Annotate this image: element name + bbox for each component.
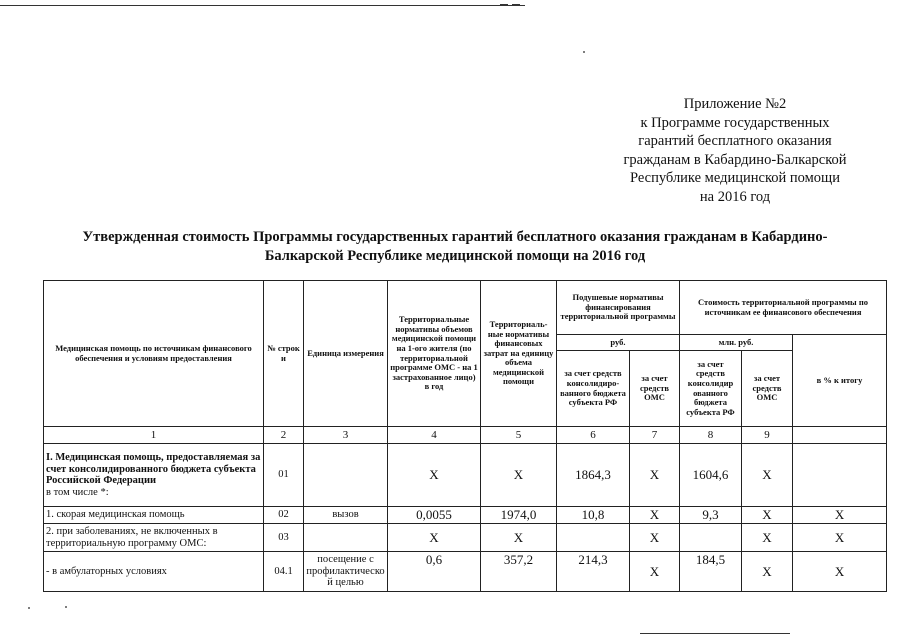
table-row	[44, 552, 887, 592]
appendix-line: к Программе государственных	[640, 114, 830, 131]
row-label: 1. скорая медицинская помощь	[44, 507, 264, 524]
header-row-number: № строк и	[264, 281, 304, 427]
column-number	[793, 427, 887, 444]
cell-value: Х	[388, 444, 481, 507]
cell-value: Х	[630, 444, 680, 507]
cell-value: 1864,3	[557, 444, 630, 507]
row-unit: вызов	[304, 507, 388, 524]
cell-value: 1974,0	[481, 507, 557, 524]
cell-value: 184,5	[680, 552, 742, 592]
row-label: 2. при заболеваниях, не включенных в территориальную программу ОМС:	[44, 524, 264, 552]
column-number: 6	[557, 427, 630, 444]
header-cost-norms: Территориаль-ные нормативы финансовых затрат на единицу объема медицинской помощи	[481, 281, 557, 427]
scan-speck	[65, 606, 67, 608]
table-row	[44, 444, 887, 507]
cell-value: Х	[793, 524, 887, 552]
header-percent: в % к итогу	[793, 335, 887, 427]
row-number: 03	[264, 524, 304, 552]
header-oms-rub: за счет средств ОМС	[630, 351, 680, 427]
header-unit: Единица измерения	[304, 281, 388, 427]
cell-value	[680, 524, 742, 552]
row-number: 04.1	[264, 552, 304, 592]
row-label-text: I. Медицинская помощь, предоставляемая за счет консолидированного бюджета субъекта Российской Федерации	[46, 452, 261, 486]
row-label: - в амбулаторных условиях	[44, 552, 264, 592]
cell-value: 0,0055	[388, 507, 481, 524]
header-mln-rub: млн. руб.	[680, 335, 793, 351]
column-number: 7	[630, 427, 680, 444]
appendix-line: гражданам в Кабардино-Балкарской	[623, 151, 847, 168]
scan-speck	[28, 607, 30, 609]
cell-value: Х	[630, 507, 680, 524]
title-line-1: Утвержденная стоимость Программы государственных гарантий бесплатного оказания гражданам в Кабардино-	[82, 229, 828, 245]
column-number: 1	[44, 427, 264, 444]
column-number: 4	[388, 427, 481, 444]
table-row	[44, 507, 887, 524]
appendix-note	[610, 95, 860, 206]
column-number: 5	[481, 427, 557, 444]
header-volume-norms: Территориальные нормативы объемов медицинской помощи на 1-ого жителя (по территориальной программе ОМС - на 1 застрахованное лицо) в год	[388, 281, 481, 427]
cell-value: 1604,6	[680, 444, 742, 507]
top-dash	[500, 4, 508, 5]
cell-value: 0,6	[388, 552, 481, 592]
header-program-cost: Стоимость территориальной программы по источникам ее финансового обеспечения	[680, 281, 887, 335]
column-number: 8	[680, 427, 742, 444]
cell-value: Х	[742, 507, 793, 524]
cell-value: Х	[742, 552, 793, 592]
header-rub: руб.	[557, 335, 680, 351]
title-line-2: Балкарской Республике медицинской помощи на 2016 год	[264, 248, 646, 264]
cell-value: 214,3	[557, 552, 630, 592]
table-row	[44, 524, 887, 552]
cell-value: 357,2	[481, 552, 557, 592]
cell-value	[793, 444, 887, 507]
cost-table	[43, 280, 887, 592]
row-label	[44, 444, 264, 507]
cell-value: Х	[742, 444, 793, 507]
appendix-line: Приложение №2	[683, 96, 787, 112]
cell-value: Х	[388, 524, 481, 552]
appendix-line: на 2016 год	[699, 188, 771, 205]
cell-value: Х	[481, 444, 557, 507]
header-row	[44, 281, 887, 335]
column-number: 3	[304, 427, 388, 444]
cell-value: Х	[742, 524, 793, 552]
row-unit	[304, 524, 388, 552]
column-number: 2	[264, 427, 304, 444]
top-dash	[512, 4, 520, 5]
cell-value	[557, 524, 630, 552]
header-oms-mln: за счет средств ОМС	[742, 351, 793, 427]
cell-value: 9,3	[680, 507, 742, 524]
appendix-line: гарантий бесплатного оказания	[638, 133, 832, 149]
cell-value: Х	[793, 552, 887, 592]
header-budget-mln: за счет средств консолидир ованного бюджета субъекта РФ	[680, 351, 742, 427]
cell-value: Х	[630, 524, 680, 552]
top-rule	[0, 5, 525, 6]
bottom-rule	[640, 633, 790, 634]
appendix-line: Республике медицинской помощи	[630, 170, 840, 186]
cell-value: Х	[481, 524, 557, 552]
row-sublabel: в том числе *:	[46, 486, 109, 498]
scan-speck	[583, 51, 585, 53]
document-title	[60, 228, 850, 266]
header-budget-rub: за счет средств консолидиро-ванного бюджета субъекта РФ	[557, 351, 630, 427]
column-number: 9	[742, 427, 793, 444]
cell-value: 10,8	[557, 507, 630, 524]
row-unit: посещение с профилактическо й целью	[304, 552, 388, 592]
header-per-capita: Подушевые нормативы финансирования территориальной программы	[557, 281, 680, 335]
row-number: 01	[264, 444, 304, 507]
row-number: 02	[264, 507, 304, 524]
cell-value: Х	[793, 507, 887, 524]
header-service: Медицинская помощь по источникам финансового обеспечения и условиям предоставления	[44, 281, 264, 427]
column-number-row	[44, 427, 887, 444]
cell-value: Х	[630, 552, 680, 592]
row-unit	[304, 444, 388, 507]
